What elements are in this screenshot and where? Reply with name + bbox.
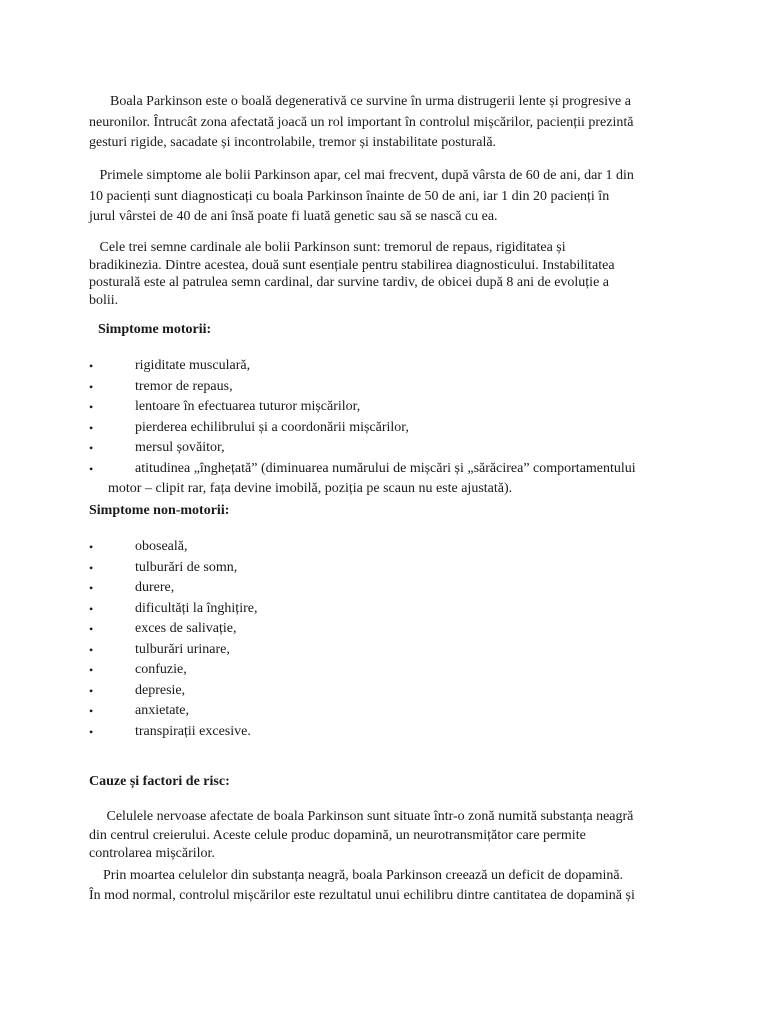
text-line: Prin moartea celulelor din substanța neagră, boala Parkinson creează un deficit de dopamină. (89, 868, 624, 883)
text-line: bradikinezia. Dintre acestea, două sunt esențiale pentru stabilirea diagnosticului. Instabilitatea (89, 257, 615, 273)
bullet-icon: • (89, 441, 94, 455)
bullet-icon: • (89, 560, 94, 575)
list-item: • exces de salivație, (0, 619, 768, 640)
bullet-icon: • (89, 581, 94, 595)
bullet-icon: • (89, 622, 94, 636)
bullet-icon: • (89, 379, 94, 394)
text-line: Cele trei semne cardinale ale bolii Parkinson sunt: tremorul de repaus, rigiditatea și (89, 240, 566, 255)
bullet-icon: • (89, 359, 94, 373)
text-line: neuronilor. Întrucât zona afectată joacă un rol important în controlul mișcărilor, pacienții prezintă (89, 114, 634, 130)
list-item: • confuzie, (0, 660, 768, 681)
list-item: • dificultăți la înghițire, (0, 599, 768, 620)
paragraph-nerve-cells (89, 808, 689, 864)
list-item: • transpirații excesive. (0, 722, 768, 743)
non-motor-symptoms-list (0, 537, 768, 742)
bullet-icon: • (89, 601, 94, 616)
text-line: bolii. (89, 292, 119, 308)
list-item: • pierderea echilibrului și a coordonării mișcărilor, (0, 418, 768, 439)
text-line: Celulele nervoase afectate de boala Parkinson sunt situate într-o zonă numită substanța neagră (89, 809, 634, 824)
bullet-icon: • (89, 540, 94, 554)
list-item: • mersul șovăitor, (0, 438, 768, 459)
heading-causes-risk-factors: Cauze și factori de risc: (89, 774, 230, 789)
motor-symptoms-list (0, 356, 768, 500)
heading-non-motor-symptoms: Simptome non-motorii: (89, 503, 230, 518)
bullet-icon: • (89, 400, 94, 414)
bullet-icon: • (89, 724, 94, 739)
text-line: controlarea mișcărilor. (89, 846, 215, 861)
text-line: gesturi rigide, sacadate și incontrolabile, tremor și instabilitate posturală. (89, 135, 497, 150)
text-line: din centrul creierului. Aceste celule produc dopamină, un neurotransmițător care permite (89, 827, 586, 843)
list-item: • durere, (0, 578, 768, 599)
list-item: • atitudinea „înghețată” (diminuarea numărului de mișcări și „sărăcirea” comportamentului motor – clipit rar, fața devine imobilă, poziția pe scaun nu este ajustată). (0, 459, 768, 500)
bullet-icon: • (89, 683, 94, 698)
bullet-icon: • (89, 642, 94, 657)
text-line: 10 pacienți sunt diagnosticați cu boala Parkinson înainte de 50 de ani, iar 1 din 20 pacienți în (89, 188, 610, 204)
bullet-icon: • (89, 704, 94, 718)
list-item: • tulburări urinare, (0, 640, 768, 661)
text-line: În mod normal, controlul mișcărilor este rezultatul unui echilibru dintre cantitatea de dopamină și (89, 888, 635, 903)
list-item: • lentoare în efectuarea tuturor mișcărilor, (0, 397, 768, 418)
paragraph-first-symptoms (89, 166, 689, 228)
text-line: Boala Parkinson este o boală degenerativă ce survine în urma distrugerii lente și progresive a (89, 94, 631, 109)
paragraph-intro (89, 92, 689, 154)
text-line: posturală este al patrulea semn cardinal, dar survine tardiv, de obicei după 8 ani de evoluție a (89, 275, 610, 290)
list-item: • oboseală, (0, 537, 768, 558)
list-item-continuation: motor – clipit rar, fața devine imobilă, poziția pe scaun nu este ajustată). (108, 481, 513, 496)
list-item: • anxietate, (0, 701, 768, 722)
text-line: jurul vârstei de 40 de ani însă poate fi luată genetic sau să se nască cu ea. (89, 209, 498, 224)
bullet-icon: • (89, 461, 94, 476)
heading-motor-symptoms: Simptome motorii: (98, 322, 212, 337)
list-item: • tulburări de somn, (0, 558, 768, 579)
paragraph-cardinal-signs (89, 239, 689, 309)
paragraph-dopamine-deficit (89, 866, 689, 906)
bullet-icon: • (89, 420, 94, 435)
bullet-icon: • (89, 663, 94, 677)
list-item: • depresie, (0, 681, 768, 702)
text-line: Primele simptome ale bolii Parkinson apar, cel mai frecvent, după vârsta de 60 de ani, dar 1 din (89, 168, 634, 183)
list-item: • tremor de repaus, (0, 377, 768, 398)
list-item: • rigiditate musculară, (0, 356, 768, 377)
